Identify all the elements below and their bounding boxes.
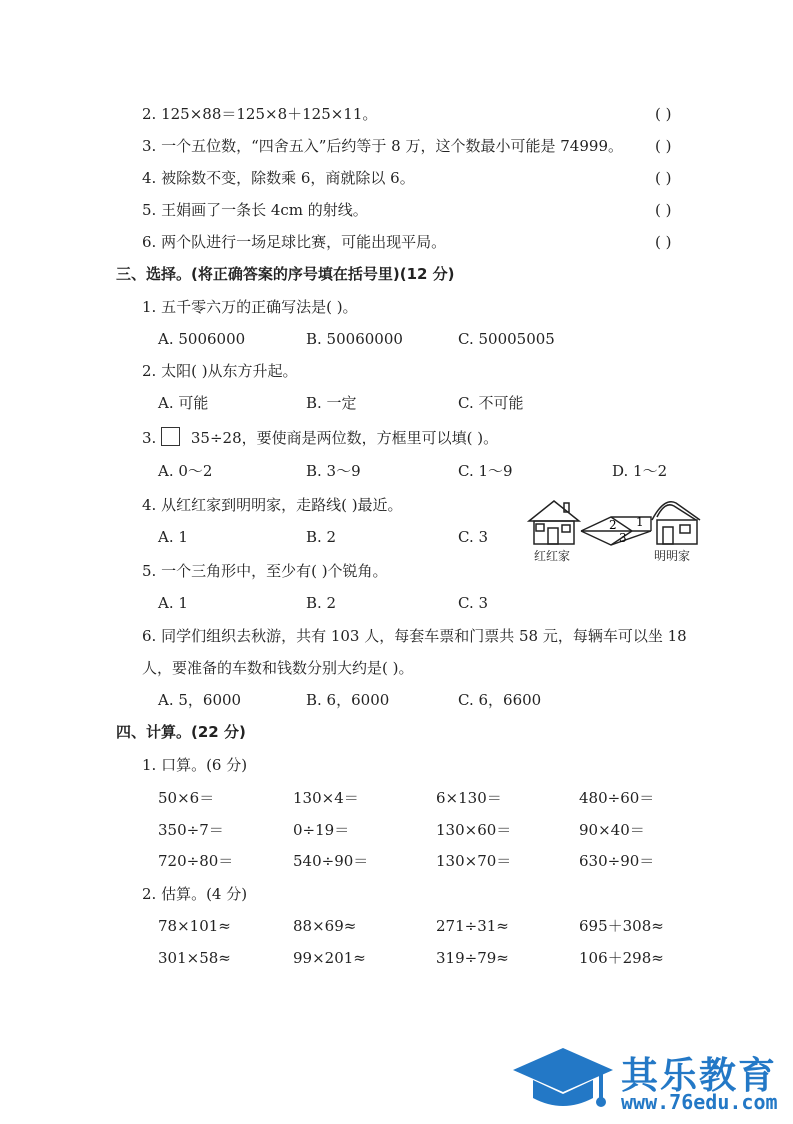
judge-item-2: 2. 125×88＝125×8＋125×11。: [142, 105, 378, 123]
q4-option-c[interactable]: C. 3: [458, 528, 489, 546]
oral-calc-item: 720÷80＝: [158, 852, 234, 870]
q4-option-b[interactable]: B. 2: [306, 528, 337, 546]
oral-calc-item: 0÷19＝: [293, 821, 350, 839]
estimate-item: 99×201≈: [293, 949, 366, 967]
answer-paren[interactable]: ( ): [655, 137, 672, 155]
right-house-label: 明明家: [654, 549, 691, 563]
q2-option-b[interactable]: B. 一定: [306, 394, 357, 412]
right-house-icon: [652, 502, 700, 544]
brand-logo: [508, 1040, 793, 1120]
answer-paren[interactable]: ( ): [655, 233, 672, 251]
route-label-1: 1: [636, 515, 644, 529]
oral-calc-item: 130×60＝: [436, 821, 512, 839]
q6-option-a[interactable]: A. 5，6000: [158, 691, 242, 709]
oral-calc-item: 130×70＝: [436, 852, 512, 870]
q5-option-c[interactable]: C. 3: [458, 594, 489, 612]
q6-stem-line1: 6. 同学们组织去秋游，共有 103 人，每套车票和门票共 58 元，每辆车可以坐 18: [142, 627, 687, 645]
estimate-item: 78×101≈: [158, 917, 231, 935]
blank-box[interactable]: [161, 427, 180, 446]
estimate-item: 88×69≈: [293, 917, 357, 935]
answer-paren[interactable]: ( ): [655, 201, 672, 219]
q5-option-a[interactable]: A. 1: [158, 594, 188, 612]
judge-item-6: 6. 两个队进行一场足球比赛，可能出现平局。: [142, 233, 447, 251]
oral-calc-item: 130×4＝: [293, 789, 359, 807]
q3-number: 3.: [142, 429, 157, 447]
q1-stem: 1. 五千零六万的正确写法是( )。: [142, 298, 358, 316]
q2-option-c[interactable]: C. 不可能: [458, 394, 524, 412]
q1-option-c[interactable]: C. 50005005: [458, 330, 555, 348]
oral-calc-item: 350÷7＝: [158, 821, 224, 839]
oral-calc-item: 630÷90＝: [579, 852, 655, 870]
q3-option-c[interactable]: C. 1～9: [458, 462, 513, 480]
graduation-cap-icon: [508, 1040, 618, 1120]
estimate-item: 106＋298≈: [579, 949, 664, 967]
q1-option-b[interactable]: B. 50060000: [306, 330, 403, 348]
q6-option-c[interactable]: C. 6，6600: [458, 691, 542, 709]
left-house-label: 红红家: [534, 549, 571, 563]
judge-item-3: 3. 一个五位数，“四舍五入”后约等于 8 万，这个数最小可能是 74999。: [142, 137, 623, 155]
q3-option-d[interactable]: D. 1～2: [612, 462, 668, 480]
q6-option-b[interactable]: B. 6，6000: [306, 691, 390, 709]
q1-option-a[interactable]: A. 5006000: [158, 330, 246, 348]
answer-paren[interactable]: ( ): [655, 169, 672, 187]
judge-item-4: 4. 被除数不变，除数乘 6，商就除以 6。: [142, 169, 415, 187]
route-label-2: 2: [609, 518, 617, 532]
left-house-icon: [529, 501, 579, 544]
oral-calc-item: 540÷90＝: [293, 852, 369, 870]
brand-name: 其乐教育: [621, 1054, 777, 1097]
q2-option-a[interactable]: A. 可能: [158, 394, 209, 412]
oral-calc-title: 1. 口算。(6 分): [142, 756, 248, 774]
oral-calc-item: 90×40＝: [579, 821, 645, 839]
q3-stem: 35÷28，要使商是两位数，方框里可以填( )。: [190, 429, 499, 447]
q6-stem-line2: 人，要准备的车数和钱数分别大约是( )。: [142, 659, 414, 677]
q4-stem: 4. 从红红家到明明家，走路线( )最近。: [142, 496, 403, 514]
q3-line: [142, 427, 498, 448]
estimate-item: 695＋308≈: [579, 917, 664, 935]
q5-stem: 5. 一个三角形中，至少有( )个锐角。: [142, 562, 388, 580]
q3-option-a[interactable]: A. 0～2: [158, 462, 213, 480]
estimate-item: 301×58≈: [158, 949, 231, 967]
section-4-heading: 四、计算。(22 分): [116, 723, 246, 741]
section-3-heading: 三、选择。(将正确答案的序号填在括号里)(12 分): [116, 265, 455, 283]
oral-calc-item: 50×6＝: [158, 789, 215, 807]
estimate-title: 2. 估算。(4 分): [142, 885, 248, 903]
oral-calc-item: 6×130＝: [436, 789, 502, 807]
q2-stem: 2. 太阳( )从东方升起。: [142, 362, 298, 380]
estimate-item: 319÷79≈: [436, 949, 509, 967]
oral-calc-item: 480÷60＝: [579, 789, 655, 807]
answer-paren[interactable]: ( ): [655, 105, 672, 123]
q5-option-b[interactable]: B. 2: [306, 594, 337, 612]
route-label-3: 3: [619, 531, 627, 545]
route-diagram: [524, 495, 704, 570]
estimate-item: 271÷31≈: [436, 917, 509, 935]
judge-item-5: 5. 王娟画了一条长 4cm 的射线。: [142, 201, 368, 219]
q4-option-a[interactable]: A. 1: [158, 528, 188, 546]
q3-option-b[interactable]: B. 3～9: [306, 462, 361, 480]
brand-url: www.76edu.com: [621, 1090, 778, 1114]
